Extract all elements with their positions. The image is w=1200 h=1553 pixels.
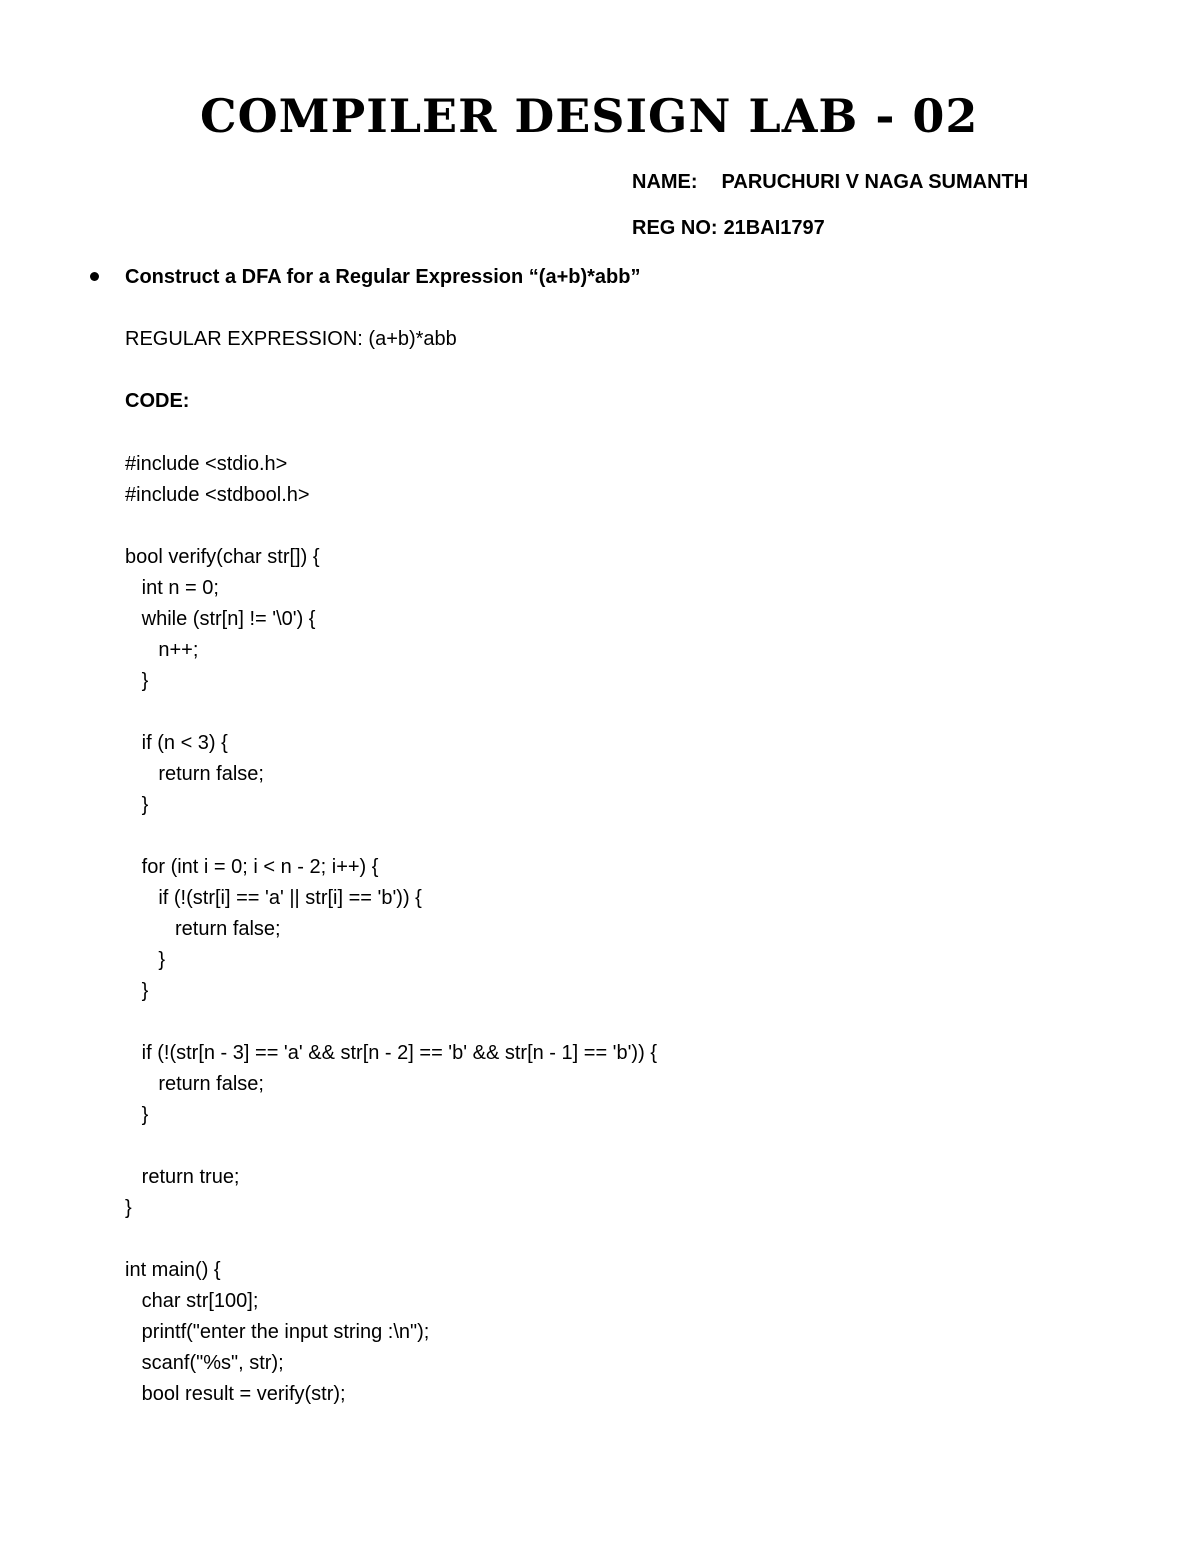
code-line: if (!(str[n - 3] == 'a' && str[n - 2] == 'b' && str[n - 1] == 'b')) { (125, 1042, 657, 1064)
code-line: return false; (125, 1073, 264, 1095)
code-line: n++; (125, 639, 199, 661)
code-line: bool result = verify(str); (125, 1383, 346, 1405)
code-line: while (str[n] != '\0') { (125, 608, 316, 630)
code-line (125, 1224, 657, 1255)
code-line: #include <stdbool.h> (125, 484, 310, 506)
code-line: bool verify(char str[]) { (125, 546, 320, 568)
code-line (125, 821, 657, 852)
code-line (125, 697, 657, 728)
code-line: return false; (125, 763, 264, 785)
student-name-line (632, 170, 1028, 194)
code-line: printf("enter the input string :\n"); (125, 1321, 430, 1343)
regular-expression-line (125, 326, 457, 352)
code-line: return true; (125, 1166, 240, 1188)
task-heading: Construct a DFA for a Regular Expression “(a+b)*abb” (125, 266, 641, 288)
reg-label: REG NO: (632, 217, 718, 239)
reg-value: 21BAI1797 (723, 217, 825, 239)
code-line: int n = 0; (125, 577, 219, 599)
code-line: char str[100]; (125, 1290, 259, 1312)
regex-label: REGULAR EXPRESSION: (125, 328, 363, 350)
code-line: #include <stdio.h> (125, 453, 288, 475)
code-line: } (125, 1197, 132, 1219)
code-line: } (125, 980, 149, 1002)
code-line: return false; (125, 918, 281, 940)
code-line: } (125, 949, 166, 971)
code-line: } (125, 670, 149, 692)
code-line: } (125, 794, 149, 816)
code-line: if (n < 3) { (125, 732, 228, 754)
code-line: if (!(str[i] == 'a' || str[i] == 'b')) { (125, 887, 422, 909)
code-line (125, 511, 657, 542)
code-label: CODE: (125, 390, 190, 412)
code-block (125, 449, 657, 1410)
page-title: COMPILER DESIGN LAB - 02 (200, 89, 979, 143)
name-value: PARUCHURI V NAGA SUMANTH (721, 171, 1029, 193)
code-line: for (int i = 0; i < n - 2; i++) { (125, 856, 379, 878)
reg-no-line (632, 216, 825, 240)
code-line (125, 1131, 657, 1162)
code-line: scanf("%s", str); (125, 1352, 284, 1374)
bullet-icon (90, 272, 99, 281)
name-label: NAME: (632, 171, 698, 193)
code-line: int main() { (125, 1259, 221, 1281)
regex-value: (a+b)*abb (368, 328, 457, 350)
code-line (125, 1007, 657, 1038)
code-line: } (125, 1104, 149, 1126)
